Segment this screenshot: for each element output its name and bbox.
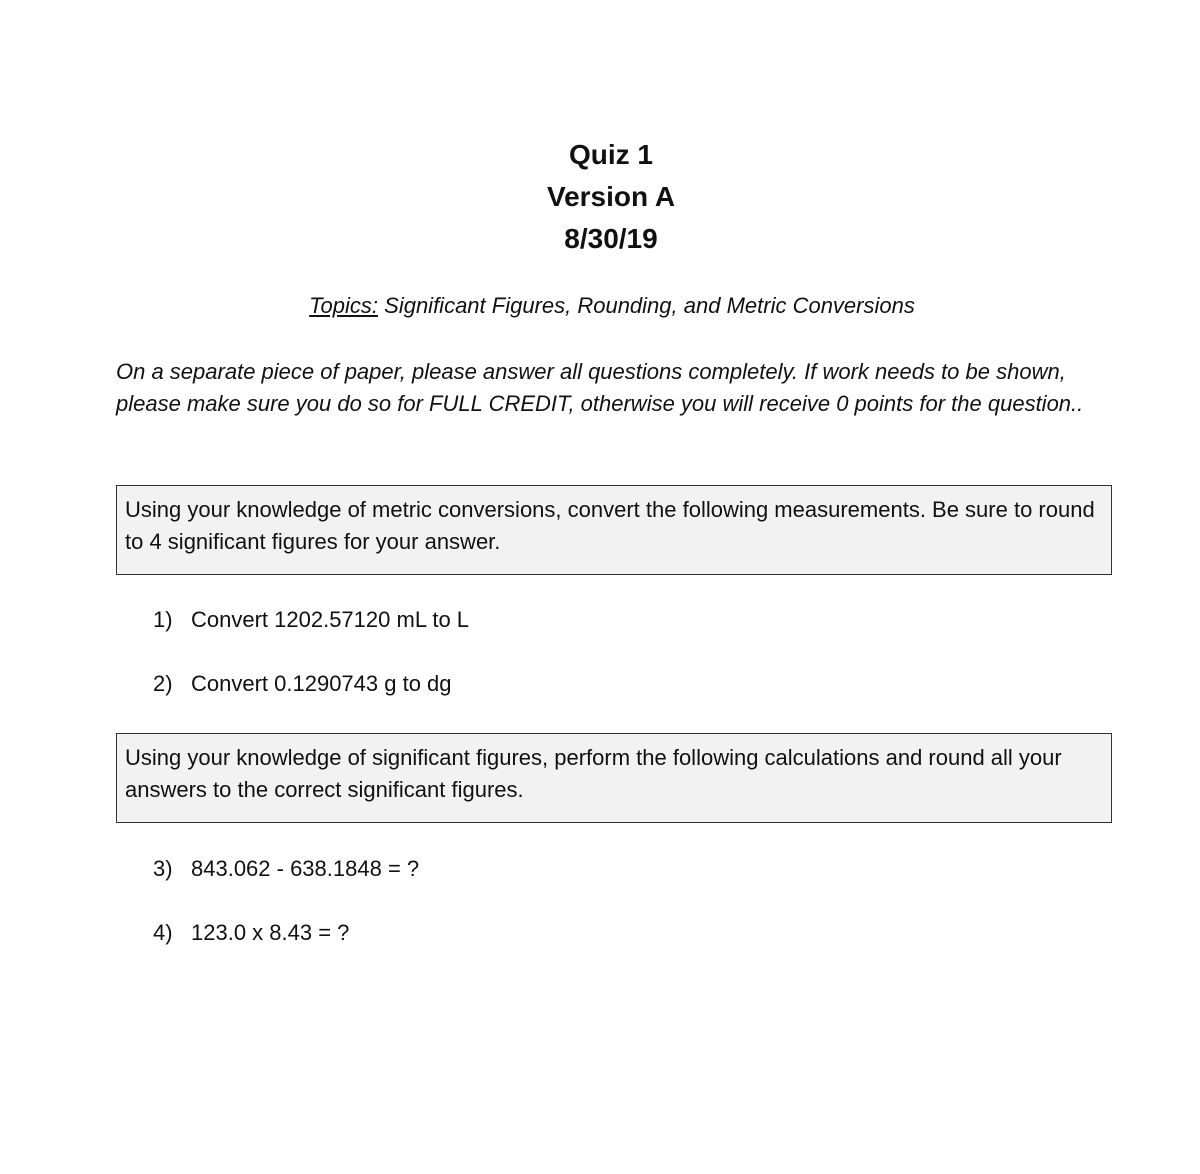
- topics-text: Significant Figures, Rounding, and Metric Conversions: [378, 293, 915, 318]
- question-2: [153, 671, 452, 697]
- question-number: 4): [153, 920, 173, 945]
- question-text: 843.062 - 638.1848 = ?: [191, 856, 420, 881]
- question-4: [153, 920, 349, 946]
- topics-line: [0, 293, 1200, 319]
- question-1: [153, 607, 469, 633]
- question-number: 3): [153, 856, 173, 881]
- question-text: Convert 0.1290743 g to dg: [191, 671, 452, 696]
- question-text: Convert 1202.57120 mL to L: [191, 607, 470, 632]
- section-1-prompt: Using your knowledge of metric conversions, convert the following measurements. Be sure to round to 4 significant figures for your answer.: [116, 485, 1112, 575]
- instructions: On a separate piece of paper, please answer all questions completely. If work needs to be shown, please make sure you do so for FULL CREDIT, otherwise you will receive 0 points for the question..: [116, 359, 1084, 416]
- section-2-prompt: Using your knowledge of significant figures, perform the following calculations and round all your answers to the correct significant figures.: [116, 733, 1112, 823]
- quiz-title: Quiz 1: [568, 139, 653, 170]
- quiz-version: Version A: [546, 181, 676, 212]
- question-3: [153, 856, 419, 882]
- question-text: 123.0 x 8.43 = ?: [191, 920, 350, 945]
- topics-label: Topics:: [309, 293, 379, 318]
- quiz-date: 8/30/19: [564, 223, 658, 254]
- question-number: 2): [153, 671, 173, 696]
- question-number: 1): [153, 607, 173, 632]
